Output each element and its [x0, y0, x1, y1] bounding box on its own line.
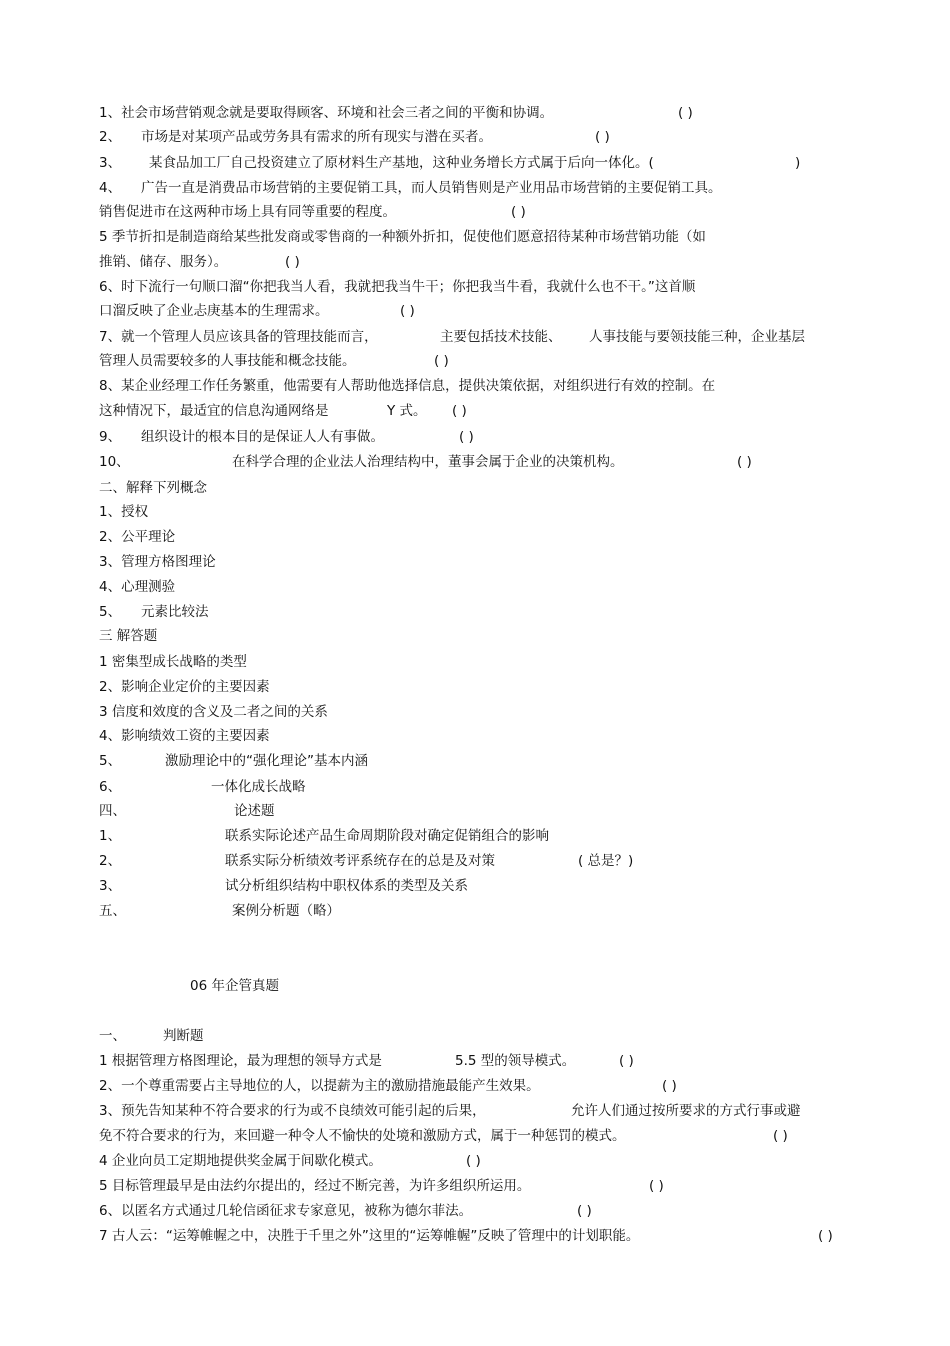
- document-line-text: 5 目标管理最早是由法约尔提出的，经过不断完善，为许多组织所运用。: [99, 1178, 531, 1194]
- document-line-text: 四、: [99, 803, 126, 819]
- document-line-text: 6、时下流行一句顺口溜“你把我当人看，我就把我当牛干；你把我当牛看，我就什么也不干。”这首顺: [99, 279, 696, 295]
- document-line-text: 6、以匿名方式通过几轮信函征求专家意见，被称为德尔菲法。: [99, 1203, 473, 1219]
- document-line-text: 2、: [99, 129, 122, 145]
- document-line-text: 试分析组织结构中职权体系的类型及关系: [225, 878, 468, 894]
- document-line-text: 10、: [99, 454, 130, 470]
- document-line-text: 联系实际论述产品生命周期阶段对确定促销组合的影响: [225, 828, 549, 844]
- document-line-text: 元素比较法: [141, 604, 209, 620]
- document-line-text: 这种情况下，最适宜的信息沟通网络是: [99, 403, 329, 419]
- document-line-text: 3、: [99, 155, 122, 171]
- document-line-text: ( ): [773, 1128, 788, 1144]
- document-line-text: 3、: [99, 878, 122, 894]
- document-line-text: ( ): [678, 105, 693, 121]
- document-line-text: 06 年企管真题: [190, 978, 279, 994]
- document-line-text: 3 信度和效度的含义及二者之间的关系: [99, 704, 328, 720]
- document-line-text: 1 密集型成长战略的类型: [99, 654, 247, 670]
- document-line-text: 推销、储存、服务）。: [99, 254, 228, 270]
- document-line-text: 人事技能与要领技能三种，企业基层: [589, 329, 805, 345]
- document-line-text: 3、管理方格图理论: [99, 554, 216, 570]
- document-line-text: 联系实际分析绩效考评系统存在的总是及对策: [225, 853, 495, 869]
- document-line-text: ( ): [577, 1203, 592, 1219]
- document-line-text: 9、: [99, 429, 122, 445]
- document-line-text: 2、影响企业定价的主要因素: [99, 679, 270, 695]
- document-line-text: ( ): [459, 429, 474, 445]
- document-line-text: 4 企业向员工定期地提供奖金属于间歇化模式。: [99, 1153, 382, 1169]
- document-line-text: 广告一直是消费品市场营销的主要促销工具，而人员销售则是产业用品市场营销的主要促销工具。: [141, 180, 722, 196]
- document-line-text: 三 解答题: [99, 628, 158, 644]
- document-line-text: ( ): [400, 303, 415, 319]
- document-line-text: ( ): [452, 403, 467, 419]
- document-line-text: ( ): [662, 1078, 677, 1094]
- document-line-text: ( ): [434, 353, 449, 369]
- document-line-text: 论述题: [234, 803, 275, 819]
- document-line-text: ( ): [511, 204, 526, 220]
- document-line-text: ( ): [619, 1053, 634, 1069]
- document-line-text: 3、预先告知某种不符合要求的行为或不良绩效可能引起的后果，: [99, 1103, 486, 1119]
- document-line-text: 5、: [99, 753, 122, 769]
- document-line-text: 5、: [99, 604, 122, 620]
- document-line-text: 4、影响绩效工资的主要因素: [99, 728, 270, 744]
- document-line-text: 2、公平理论: [99, 529, 176, 545]
- document-line-text: 在科学合理的企业法人治理结构中，董事会属于企业的决策机构。: [232, 454, 624, 470]
- document-line-text: ( ): [595, 129, 610, 145]
- document-line-text: 主要包括技术技能、: [440, 329, 562, 345]
- document-line-text: 2、: [99, 853, 122, 869]
- document-line-text: ( 总是？): [578, 853, 634, 869]
- document-line-text: 1、社会市场营销观念就是要取得顾客、环境和社会三者之间的平衡和协调。: [99, 105, 554, 121]
- document-line-text: ): [795, 155, 801, 171]
- document-line-text: 1、授权: [99, 504, 149, 520]
- document-line-text: 6、: [99, 779, 122, 795]
- document-line-text: ( ): [285, 254, 300, 270]
- document-line-text: 允许人们通过按所要求的方式行事或避: [571, 1103, 801, 1119]
- document-line-text: 免不符合要求的行为，来回避一种令人不愉快的处境和激励方式，属于一种惩罚的模式。: [99, 1128, 626, 1144]
- document-line-text: ( ): [737, 454, 752, 470]
- document-line-text: 市场是对某项产品或劳务具有需求的所有现实与潜在买者。: [141, 129, 492, 145]
- document-line-text: 1 根据管理方格图理论，最为理想的领导方式是: [99, 1053, 382, 1069]
- document-line-text: Y 式。: [387, 403, 427, 419]
- document-line-text: 五、: [99, 903, 126, 919]
- document-line-text: 一体化成长战略: [211, 779, 306, 795]
- document-line-text: 5 季节折扣是制造商给某些批发商或零售商的一种额外折扣，促使他们愿意招待某种市场营销功能（如: [99, 229, 706, 245]
- document-line-text: 管理人员需要较多的人事技能和概念技能。: [99, 353, 356, 369]
- document-line-text: 4、: [99, 180, 122, 196]
- document-line-text: ( ): [466, 1153, 481, 1169]
- document-line-text: 7、就一个管理人员应该具备的管理技能而言，: [99, 329, 378, 345]
- document-line-text: 某食品加工厂自己投资建立了原材料生产基地，这种业务增长方式属于后向一体化。(: [149, 155, 654, 171]
- document-line-text: 7 古人云：“运筹帷幄之中，决胜于千里之外”这里的“运筹帷幄”反映了管理中的计划职能。: [99, 1228, 640, 1244]
- document-line-text: 8、某企业经理工作任务繁重，他需要有人帮助他选择信息，提供决策依据，对组织进行有效的控制。在: [99, 378, 716, 394]
- document-line-text: 二、解释下列概念: [99, 480, 207, 496]
- document-line-text: 4、心理测验: [99, 579, 176, 595]
- document-line-text: 5.5 型的领导模式。: [455, 1053, 576, 1069]
- document-line-text: ( ): [818, 1228, 833, 1244]
- document-line-text: 2、一个尊重需要占主导地位的人，以提薪为主的激励措施最能产生效果。: [99, 1078, 540, 1094]
- document-line-text: 销售促进市在这两种市场上具有同等重要的程度。: [99, 204, 396, 220]
- document-line-text: 口溜反映了企业忐庚基本的生理需求。: [99, 303, 329, 319]
- document-line-text: 1、: [99, 828, 122, 844]
- document-line-text: 一、: [99, 1028, 126, 1044]
- document-line-text: 判断题: [163, 1028, 204, 1044]
- document-line-text: ( ): [649, 1178, 664, 1194]
- document-line-text: 激励理论中的“强化理论”基本内涵: [165, 753, 368, 769]
- document-line-text: 案例分析题（略）: [232, 903, 340, 919]
- document-line-text: 组织设计的根本目的是保证人人有事做。: [141, 429, 384, 445]
